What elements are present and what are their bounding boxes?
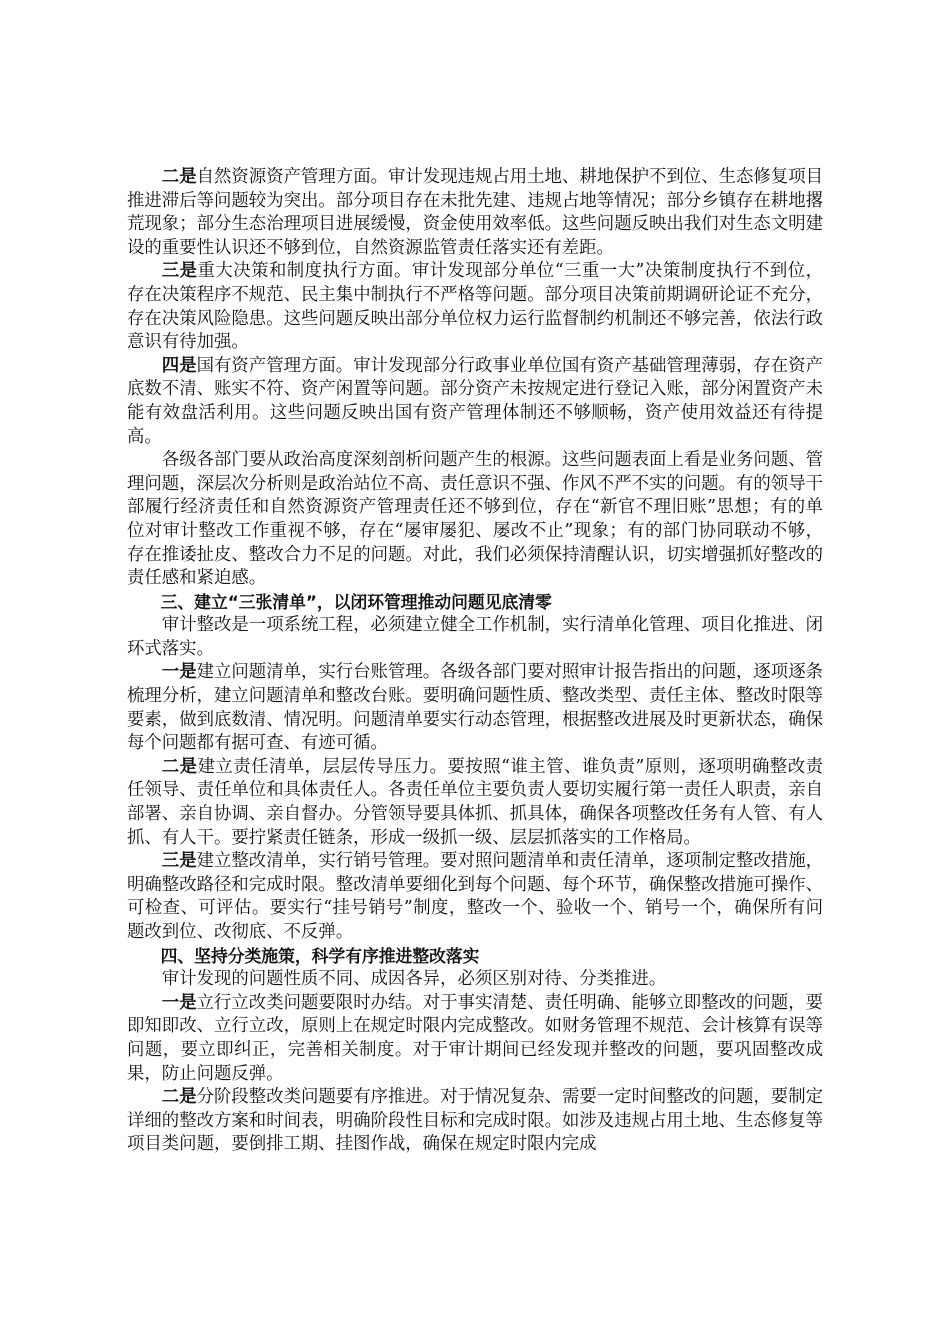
paragraph: [127, 850, 823, 944]
paragraph: [127, 166, 823, 260]
paragraph-text: 各级各部门要从政治高度深刻剖析问题产生的根源。这些问题表面上看是业务问题、管理问题，深层次分析则是政治站位不高、责任意识不强、作风不严不实的问题。有的领导干部履行经济责任和自然资源资产管理责任还不够到位，存在“新官不理旧账”思想；有的单位对审计整改工作重视不够，存在“屡审屡犯、屡改不止”现象；有的部门协同联动不够，存在推诿扯皮、整改合力不足的问题。对此，我们必须保持清醒认识，切实增强抓好整改的责任感和紧迫感。: [127, 450, 823, 589]
paragraph: [127, 614, 823, 661]
paragraph: [127, 756, 823, 850]
paragraph-text: 审计发现的问题性质不同、成因各异，必须区别对待、分类推进。: [161, 969, 667, 990]
paragraph-text: 建立整改清单，实行销号管理。要对照问题清单和责任清单，逐项制定整改措施，明确整改路径和完成时限。整改清单要细化到每个问题、每个环节，确保整改措施可操作、可检查、可评估。要实行“挂号销号”制度，整改一个、验收一个、销号一个，确保所有问题改到位、改彻底、不反弹。: [127, 851, 823, 942]
paragraph-lead: 三是: [161, 851, 197, 872]
paragraph-text: 审计整改是一项系统工程，必须建立健全工作机制，实行清单化管理、项目化推进、闭环式落实。: [127, 615, 823, 659]
paragraph-lead: 三是: [161, 261, 198, 282]
paragraph: [127, 260, 823, 354]
paragraph-text: 建立责任清单，层层传导压力。要按照“谁主管、谁负责”原则，逐项明确整改责任领导、责任单位和具体责任人。各责任单位主要负责人要切实履行第一责任人职责，亲自部署、亲自协调、亲自督办。分管领导要具体抓、抓具体，确保各项整改任务有人管、有人抓、有人干。要拧紧责任链条，形成一级抓一级、层层抓落实的工作格局。: [127, 756, 823, 848]
paragraph-lead: 二是: [161, 756, 198, 777]
document-body: [127, 166, 823, 1157]
paragraph-text: 建立问题清单，实行台账管理。各级各部门要对照审计报告指出的问题，逐项逐条梳理分析，建立问题清单和整改台账。要明确问题性质、整改类型、责任主体、整改时限等要素，做到底数清、情况明。问题清单要实行动态管理，根据整改进展及时更新状态，确保每个问题都有据可查、有迹可循。: [127, 662, 823, 754]
paragraph-lead: 四是: [161, 355, 197, 376]
paragraph-lead: 二是: [161, 167, 197, 187]
paragraph: [127, 449, 823, 591]
paragraph: [127, 355, 823, 449]
section-heading: 三、建立“三张清单”，以闭环管理推动问题见底清零: [160, 591, 552, 612]
paragraph: [127, 1086, 823, 1157]
paragraph-text: 自然资源资产管理方面。审计发现违规占用土地、耕地保护不到位、生态修复项目推进滞后等问题较为突出。部分项目存在未批先建、违规占地等情况；部分乡镇存在耕地撂荒现象；部分生态治理项目进展缓慢，资金使用效率低。这些问题反映出我们对生态文明建设的重要性认识还不够到位，自然资源监管责任落实还有差距。: [127, 167, 823, 258]
paragraph-text: 分阶段整改类问题要有序推进。对于情况复杂、需要一定时间整改的问题，要制定详细的整改方案和时间表，明确阶段性目标和完成时限。如涉及违规占用土地、生态修复等项目类问题，要倒排工期、挂图作战，确保在规定时限内完成: [127, 1087, 823, 1155]
paragraph-text: 立行立改类问题要限时办结。对于事实清楚、责任明确、能够立即整改的问题，要即知即改、立行立改，原则上在规定时限内完成整改。如财务管理不规范、会计核算有误等问题，要立即纠正，完善相关制度。对于审计期间已经发现并整改的问题，要巩固整改成果，防止问题反弹。: [127, 992, 823, 1084]
paragraph-lead: 一是: [161, 662, 197, 683]
paragraph: [127, 968, 823, 992]
paragraph-lead: 一是: [161, 992, 197, 1013]
paragraph: [127, 992, 823, 1086]
paragraph: [127, 661, 823, 755]
paragraph-text: 国有资产管理方面。审计发现部分行政事业单位国有资产基础管理薄弱，存在资产底数不清、账实不符、资产闲置等问题。部分资产未按规定进行登记入账，部分闲置资产未能有效盘活利用。这些问题反映出国有资产管理体制还不够顺畅，资产使用效益还有待提高。: [127, 355, 823, 447]
paragraph-text: 重大决策和制度执行方面。审计发现部分单位“三重一大”决策制度执行不到位，存在决策程序不规范、民主集中制执行不严格等问题。部分项目决策前期调研论证不充分，存在决策风险隐患。这些问题反映出部分单位权力运行监督制约机制还不够完善，依法行政意识有待加强。: [127, 261, 823, 353]
section-heading: 四、坚持分类施策，科学有序推进整改落实: [160, 945, 480, 966]
paragraph-lead: 二是: [161, 1087, 197, 1108]
